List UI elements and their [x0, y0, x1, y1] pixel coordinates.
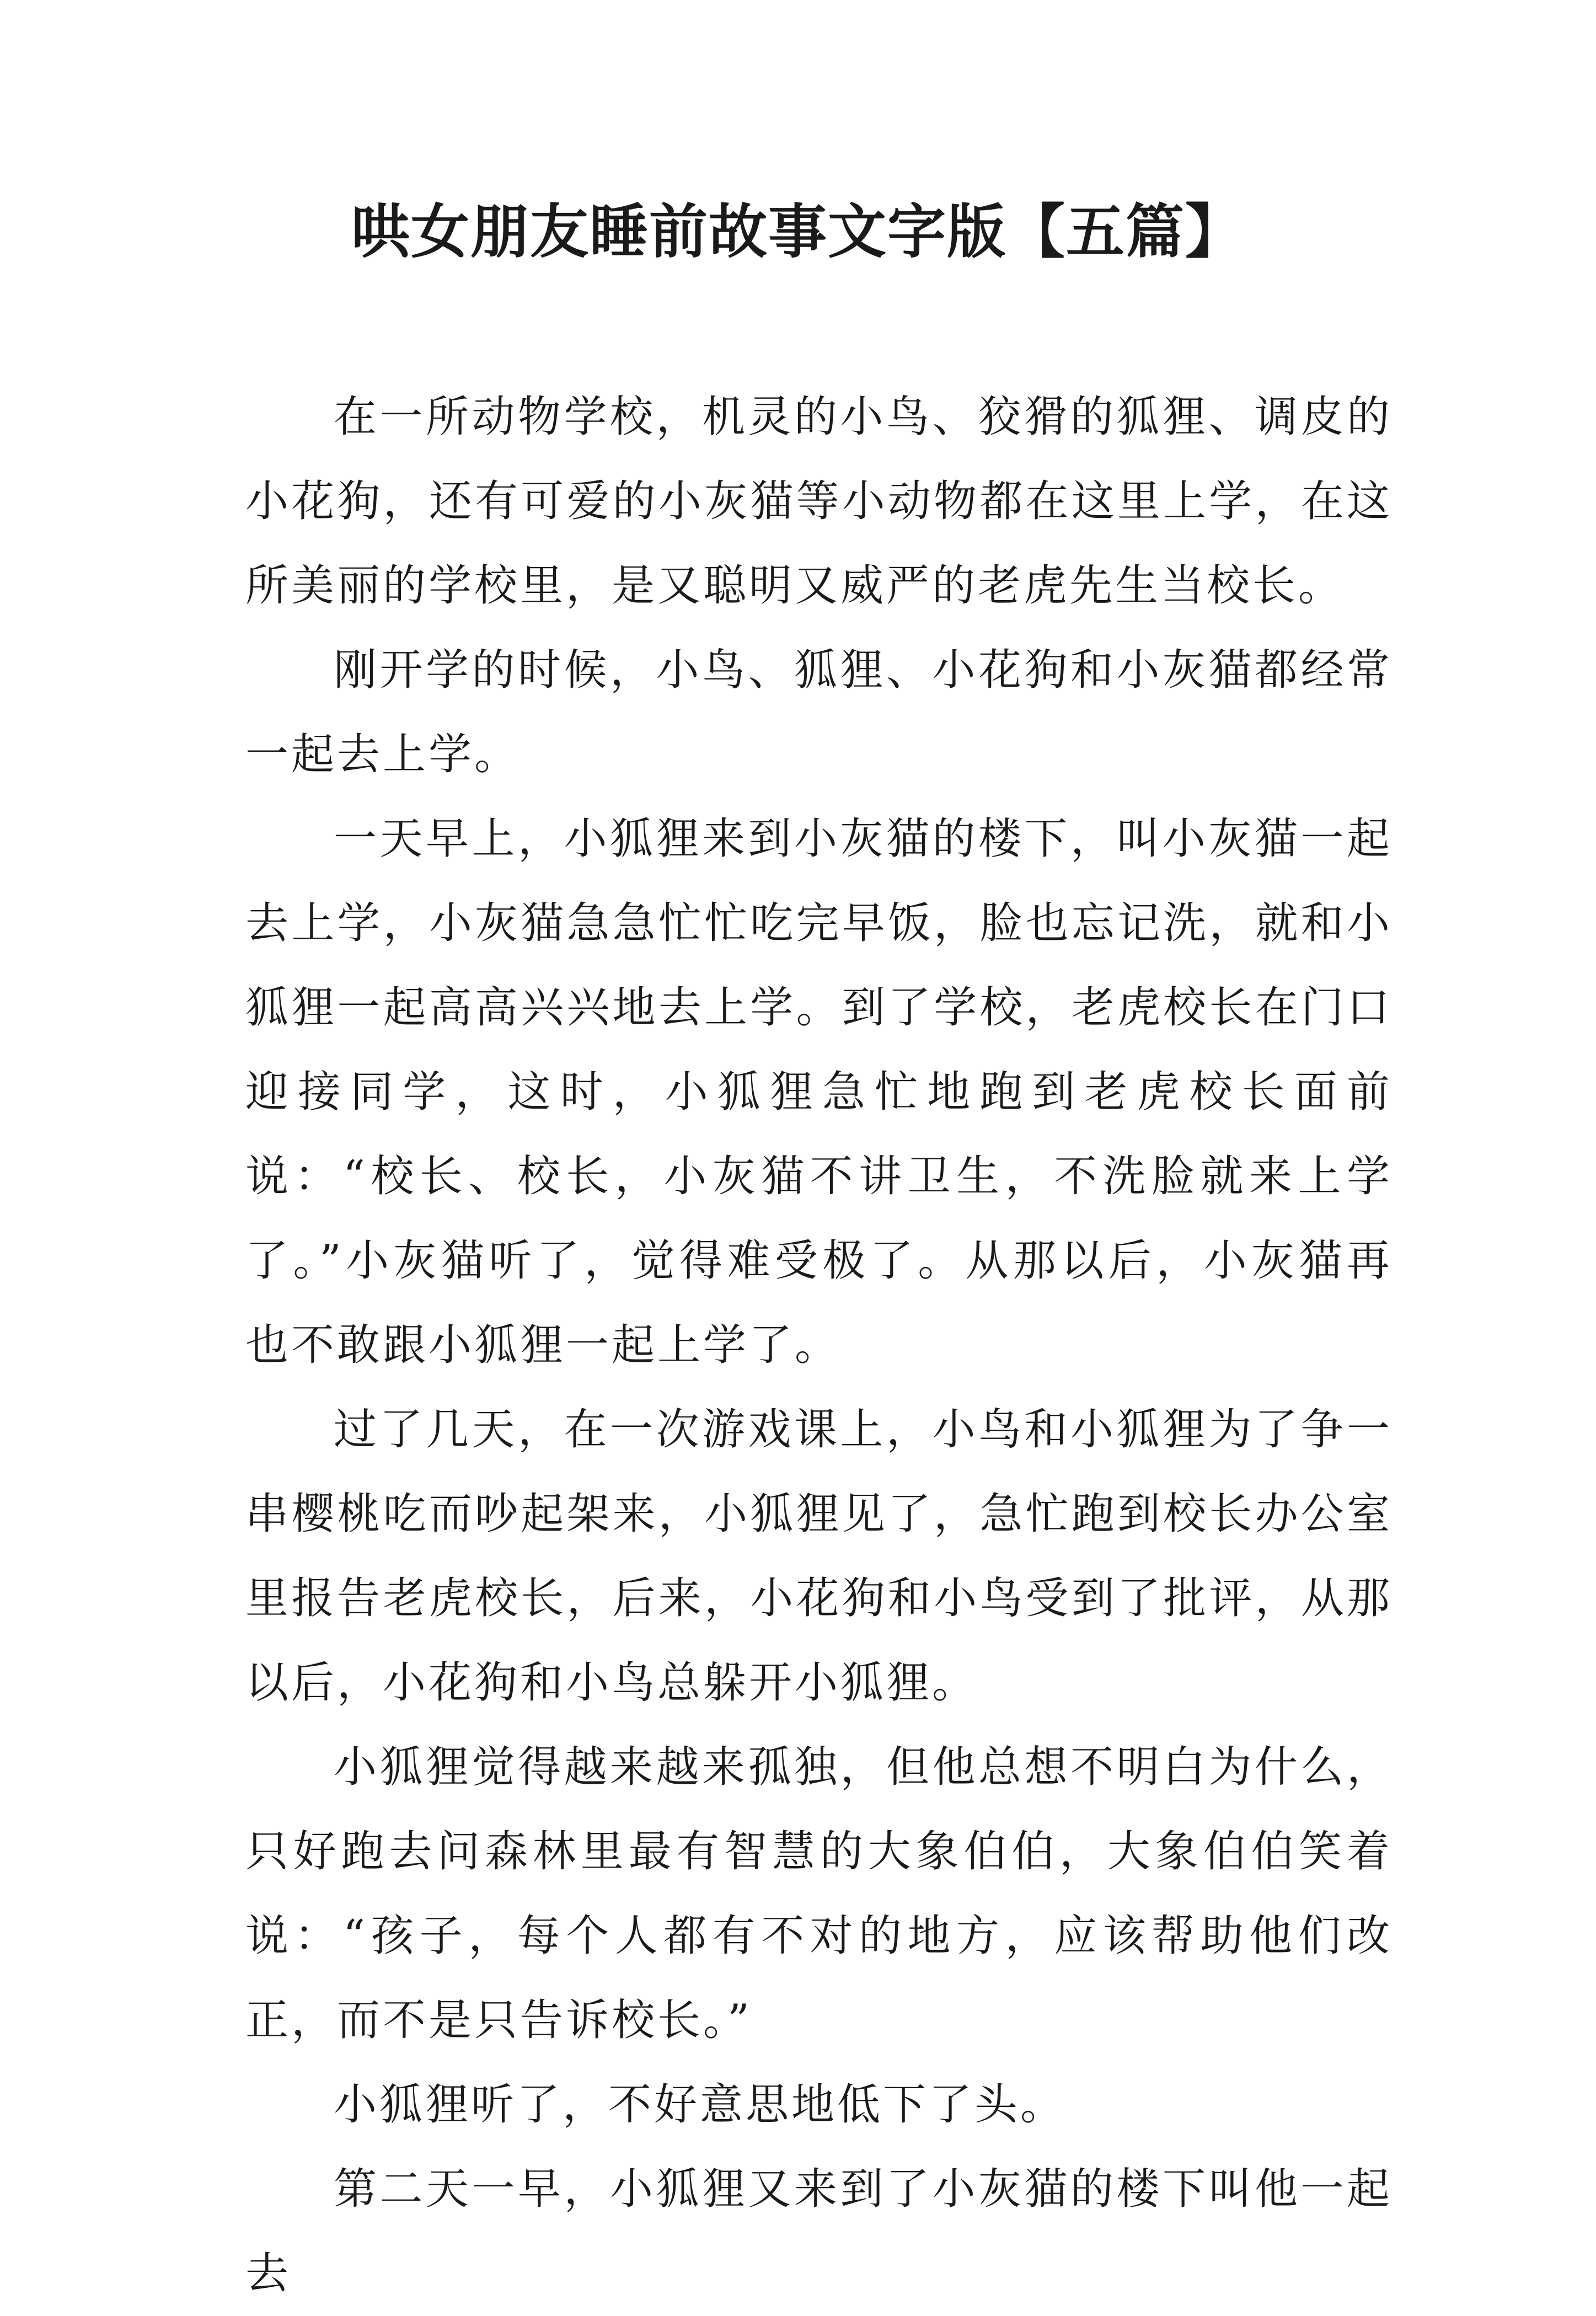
paragraph: 刚开学的时候，小鸟、狐狸、小花狗和小灰猫都经常一起去上学。	[245, 645, 1393, 779]
document-body	[245, 375, 1393, 2316]
paragraph: 小狐狸觉得越来越来孤独，但他总想不明白为什么，只好跑去问森林里最有智慧的大象伯伯，大象伯伯笑着说：“孩子，每个人都有不对的地方，应该帮助他们改正，而不是只告诉校长。”	[245, 1742, 1393, 2045]
paragraph: 小狐狸听了，不好意思地低下了头。	[334, 2080, 1067, 2130]
document-title: 哄女朋友睡前故事文字版【五篇】	[351, 197, 1245, 266]
paragraph: 第二天一早，小狐狸又来到了小灰猫的楼下叫他一起去	[245, 2164, 1393, 2298]
paragraph: 一天早上，小狐狸来到小灰猫的楼下，叫小灰猫一起去上学，小灰猫急急忙忙吃完早饭，脸也忘记洗，就和小狐狸一起高高兴兴地去上学。到了学校，老虎校长在门口迎接同学，这时，小狐狸急忙地跑到老虎校长面前说：“校长、校长，小灰猫不讲卫生，不洗脸就来上学了。”小灰猫听了，觉得难受极了。从那以后，小灰猫再也不敢跟小狐狸一起上学了。	[245, 814, 1393, 1370]
paragraph: 过了几天，在一次游戏课上，小鸟和小狐狸为了争一串樱桃吃而吵起架来，小狐狸见了，急忙跑到校长办公室里报告老虎校长，后来，小花狗和小鸟受到了批评，从那以后，小花狗和小鸟总躲开小狐狸。	[245, 1405, 1393, 1708]
paragraph: 在一所动物学校，机灵的小鸟、狡猾的狐狸、调皮的小花狗，还有可爱的小灰猫等小动物都在这里上学，在这所美丽的学校里，是又聪明又威严的老虎先生当校长。	[245, 392, 1393, 611]
